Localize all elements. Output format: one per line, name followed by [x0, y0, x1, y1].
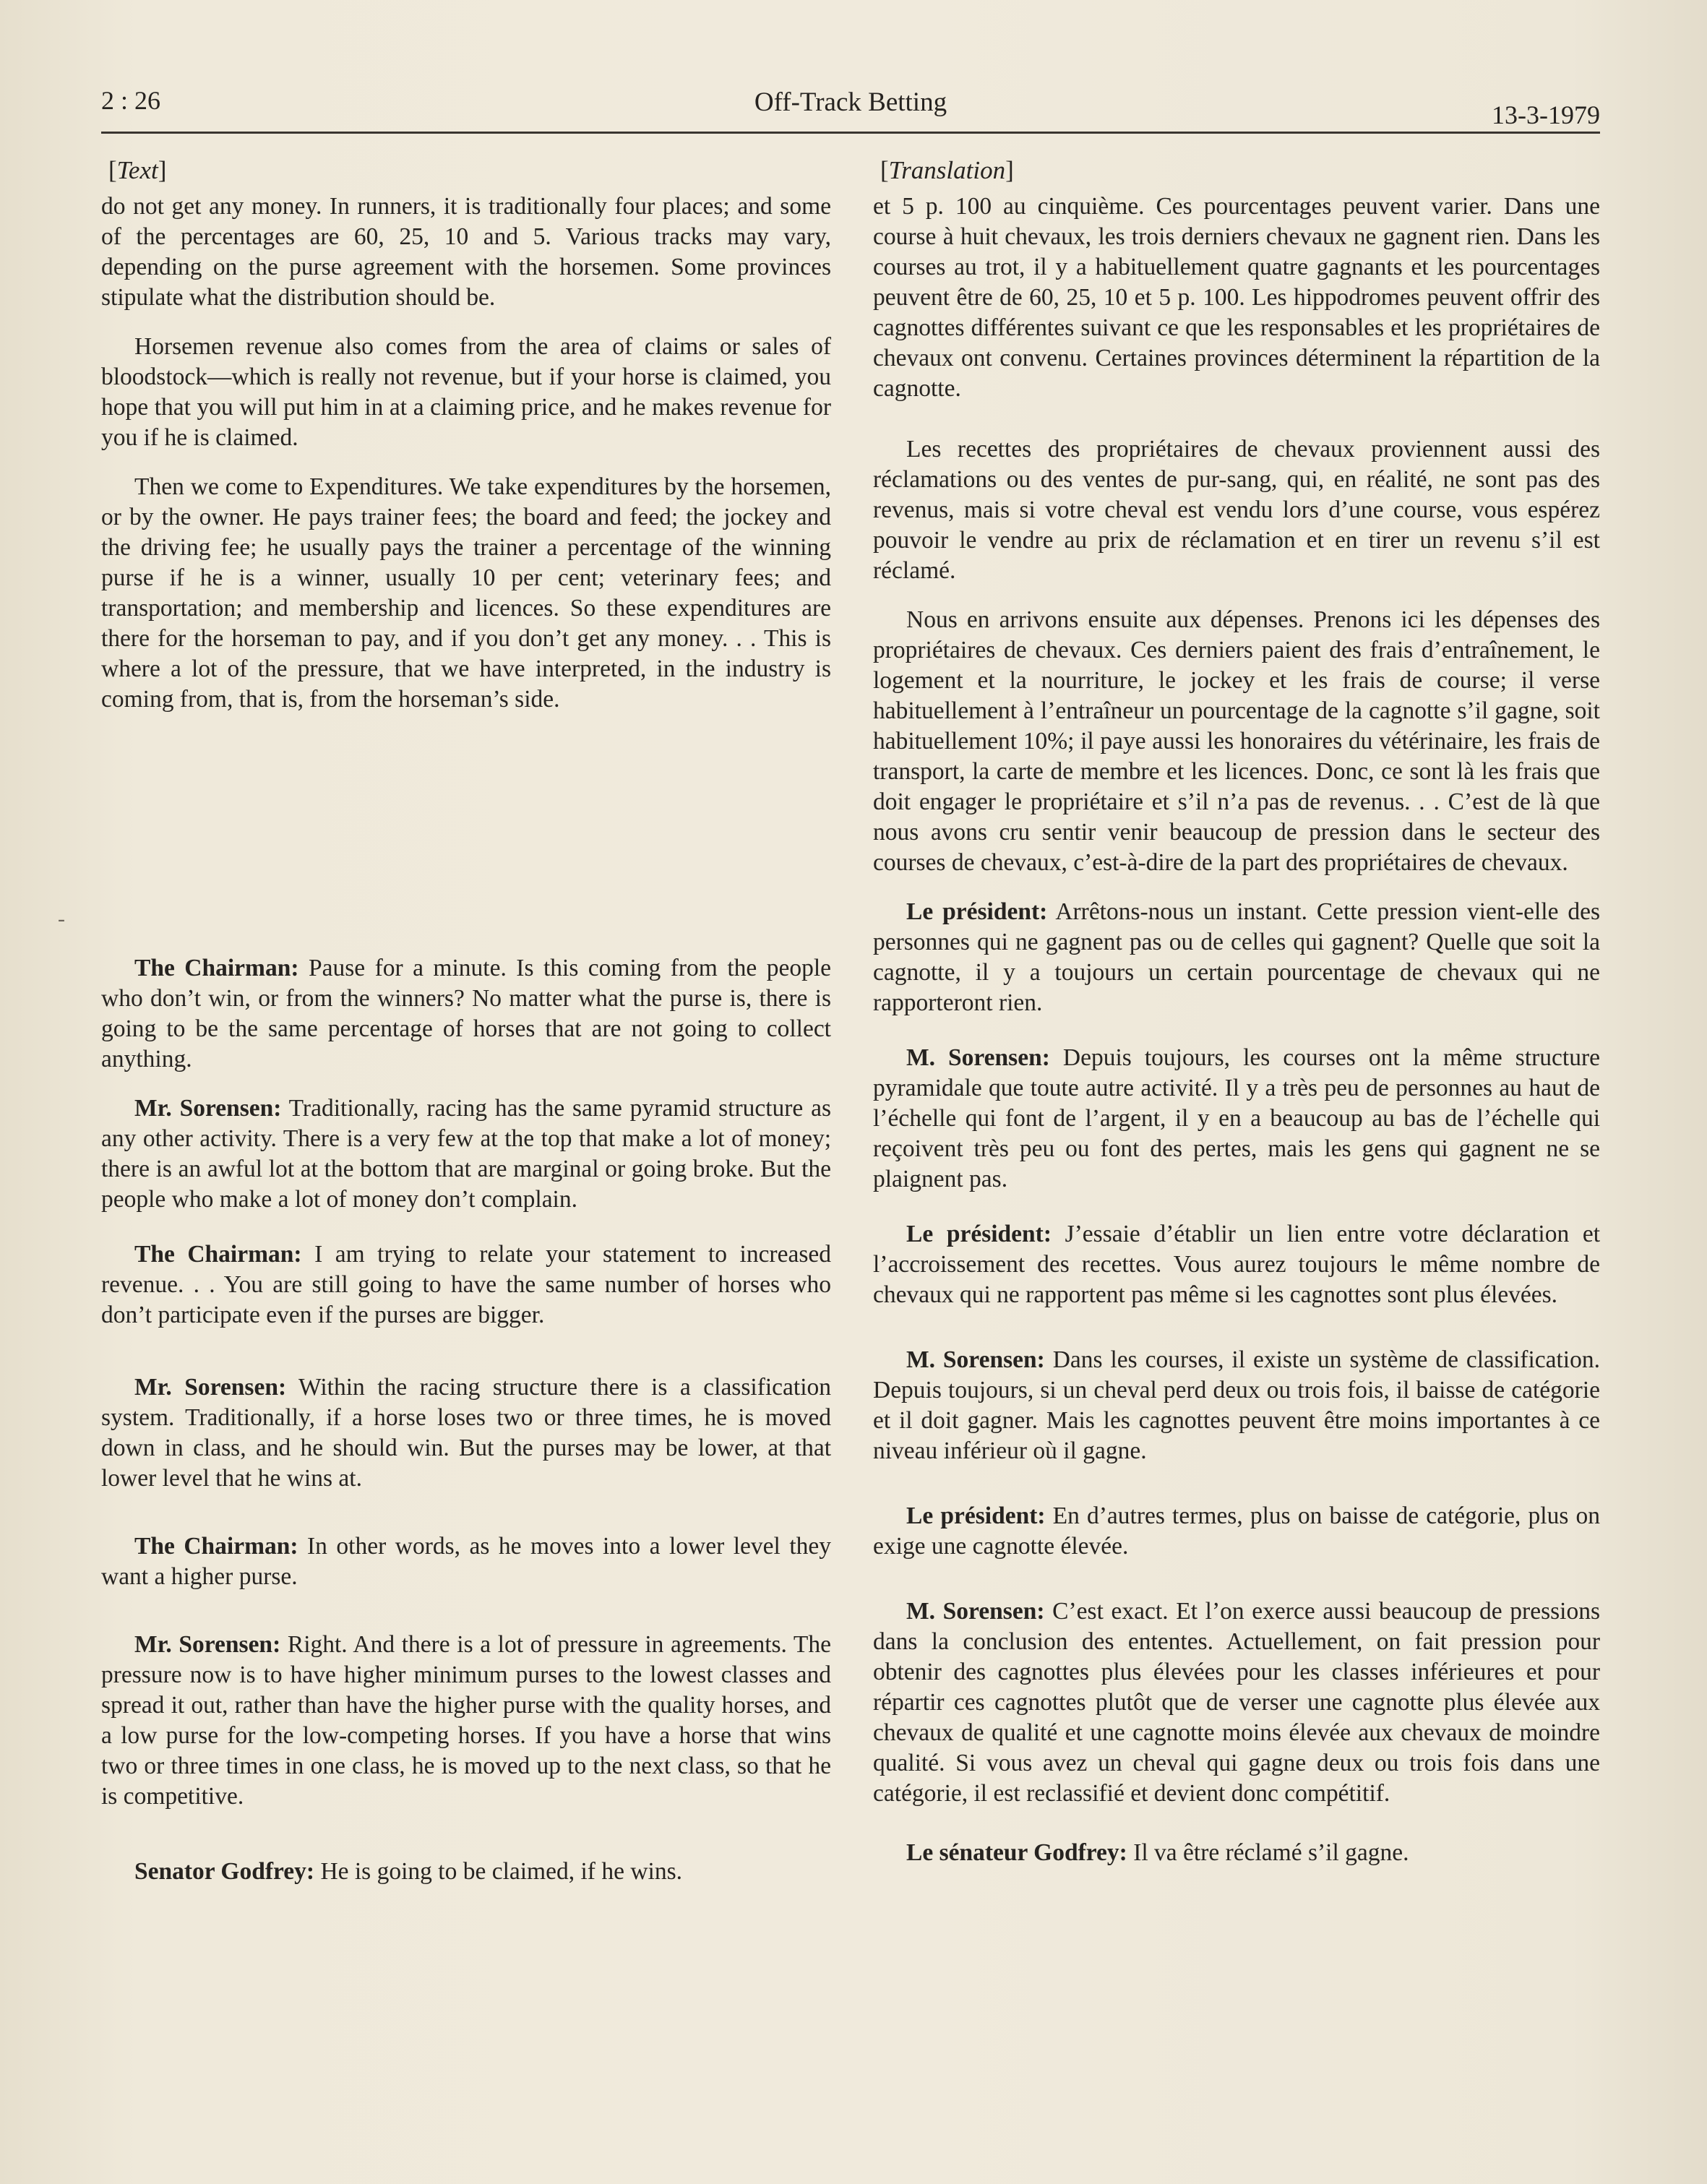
speech-paragraph: Le sénateur Godfrey: Il va être réclamé s’il gagne.: [906, 1839, 1409, 1866]
speech-paragraph: Le président: Arrêtons-nous un instant. Cette pression vient-elle des personnes qui ne gagnent pas ou de celles qui gagnent? Quelle que soit la cagnotte, il y a toujours un certain pourcentage de chevaux qui ne rapporteront rien.: [873, 898, 1600, 1016]
speaker-name: Le président:: [906, 1221, 1052, 1247]
column-label-text: [Text]: [108, 156, 167, 184]
speaker-name: The Chairman:: [134, 1241, 302, 1268]
paragraph: Horsemen revenue also comes from the area of claims or sales of bloodstock—which is really not revenue, but if your horse is claimed, you hope that you will put him in at a claiming price, and he makes revenue for you if he is claimed.: [101, 333, 831, 451]
speaker-name: Le président:: [906, 898, 1048, 925]
page-title: Off-Track Betting: [754, 87, 947, 117]
page-number: 2 : 26: [101, 86, 161, 115]
speaker-name: The Chairman:: [134, 1533, 298, 1560]
speaker-name: Mr. Sorensen:: [134, 1631, 281, 1658]
speech-paragraph: M. Sorensen: Depuis toujours, les courses ont la même structure pyramidale que toute autre activité. Il y a très peu de personnes au haut de l’échelle qui font de l’argent, il y en a beaucoup au bas de l’échelle qui reçoivent très peu ou font des pertes, mais les gens qui gagnent ne se plaignent pas.: [873, 1044, 1600, 1192]
speech-paragraph: M. Sorensen: Dans les courses, il existe un système de classification. Depuis toujours, si un cheval perd deux ou trois fois, il baisse de catégorie et il doit gagner. Mais les cagnottes peuvent être moins importantes à ce niveau inférieur où il gagne.: [873, 1346, 1600, 1464]
speech-paragraph: Mr. Sorensen: Right. And there is a lot of pressure in agreements. The pressure now is to have higher minimum purses to the lowest classes and spread it out, rather than have the higher purse with the quality horses, and a low purse for the low-competing horses. If you have a horse that wins two or three times in one class, he is moved up to the next class, so that he is competitive.: [101, 1631, 832, 1810]
speech-paragraph: Senator Godfrey: He is going to be claimed, if he wins.: [134, 1858, 682, 1885]
paragraph: Nous en arrivons ensuite aux dépenses. Prenons ici les dépenses des propriétaires de chevaux. Ces derniers paient des frais d’entraînement, le logement et la nourriture, le jockey et les frais de course; il verse habituellement à l’entraîneur un pourcentage de la cagnotte s’il gagne, soit habituellement 10%; il paye aussi les honoraires du vétérinaire, les frais de transport, la carte de membre et les licences. Donc, ce sont là les frais que doit engager le propriétaire et s’il n’a pas de revenus. . . C’est de là que nous avons cru sentir venir beaucoup de pression dans le secteur des courses de chevaux, c’est-à-dire de la part des propriétaires de chevaux.: [873, 606, 1600, 876]
speaker-name: M. Sorensen:: [906, 1598, 1045, 1625]
speech-paragraph: The Chairman: Pause for a minute. Is this coming from the people who don’t win, or from the winners? No matter what the purse is, there is going to be the same percentage of horses that are not going to collect anything.: [101, 955, 832, 1072]
page-header: [101, 81, 1600, 134]
margin-mark: -: [58, 907, 65, 931]
speech-paragraph: Le président: J’essaie d’établir un lien entre votre déclaration et l’accroissement des recettes. Vous aurez toujours le même nombre de chevaux qui ne rapportent pas même si les cagnottes sont plus élevées.: [873, 1221, 1600, 1308]
speech-paragraph: Mr. Sorensen: Within the racing structure there is a classification system. Traditionally, if a horse loses two or three times, he is moved down in class, and he should win. But the purses may be lower, at that lower level that he wins at.: [101, 1374, 832, 1492]
speaker-name: The Chairman:: [134, 955, 299, 981]
speaker-name: Senator Godfrey:: [134, 1858, 315, 1885]
text-column-french: [873, 155, 1600, 1868]
paragraph: et 5 p. 100 au cinquième. Ces pourcentages peuvent varier. Dans une course à huit chevaux, les trois derniers chevaux ne gagnent rien. Dans les courses au trot, il y a habituellement quatre gagnants et les pourcentages peuvent être de 60, 25, 10 et 5 p. 100. Les hippodromes peuvent offrir des cagnottes différentes suivant ce que les responsables et les propriétaires de chevaux ont convenu. Certaines provinces déterminent la répartition de la cagnotte.: [873, 193, 1600, 402]
speaker-name: M. Sorensen:: [906, 1044, 1050, 1071]
speaker-name: Mr. Sorensen:: [134, 1095, 282, 1122]
speech-paragraph: Le président: En d’autres termes, plus on baisse de catégorie, plus on exige une cagnotte élevée.: [873, 1502, 1600, 1560]
speech-paragraph: M. Sorensen: C’est exact. Et l’on exerce aussi beaucoup de pressions dans la conclusion des ententes. Actuellement, on fait pression pour obtenir des cagnottes plus élevées pour les classes inférieures et pour répartir ces cagnottes plutôt que de verser une cagnotte plus élevée aux chevaux de qualité et une cagnotte moins élevée aux chevaux de moindre qualité. Si vous avez un cheval qui gagne deux ou trois fois dans une catégorie, il est reclassifié et devient donc compétitif.: [873, 1598, 1600, 1807]
column-label-translation: [Translation]: [880, 156, 1014, 184]
paragraph: Then we come to Expenditures. We take expenditures by the horsemen, or by the owner. He pays trainer fees; the board and feed; the jockey and the driving fee; he usually pays the trainer a percentage of the winning purse if he is a winner, usually 10 per cent; veterinary fees; and transportation; and membership and licences. So these expenditures are there for the horseman to pay, and if you don’t get any money. . . This is where a lot of the pressure, that we have interpreted, in the industry is coming from, that is, from the horseman’s side.: [101, 473, 831, 713]
speaker-name: Le président:: [906, 1502, 1046, 1529]
paragraph: Les recettes des propriétaires de chevaux proviennent aussi des réclamations ou des ventes de pur-sang, qui, en réalité, ne sont pas des revenus, mais si votre cheval est vendu lors d’une course, vous espérez pouvoir le vendre au prix de réclamation et en tirer un revenu s’il est réclamé.: [873, 436, 1600, 584]
speaker-name: Mr. Sorensen:: [134, 1374, 287, 1401]
paragraph: do not get any money. In runners, it is traditionally four places; and some of the percentages are 60, 25, 10 and 5. Various tracks may vary, depending on the purse agreement with the horsemen. Some provinces stipulate what the distribution should be.: [101, 193, 831, 311]
speech-paragraph: The Chairman: I am trying to relate your statement to increased revenue. . . You are still going to have the same number of horses who don’t participate even if the purses are bigger.: [101, 1241, 831, 1328]
speech-paragraph: Mr. Sorensen: Traditionally, racing has the same pyramid structure as any other activity. There is a very few at the top that make a lot of money; there is an awful lot at the bottom that are marginal or going broke. But the people who make a lot of money don’t complain.: [101, 1095, 832, 1213]
speaker-name: M. Sorensen:: [906, 1346, 1045, 1373]
speech-paragraph: The Chairman: In other words, as he moves into a lower level they want a higher purse.: [101, 1533, 831, 1590]
speaker-name: Le sénateur Godfrey:: [906, 1839, 1127, 1866]
text-column-english: [101, 155, 831, 1887]
page-date: 13-3-1979: [1492, 100, 1600, 129]
